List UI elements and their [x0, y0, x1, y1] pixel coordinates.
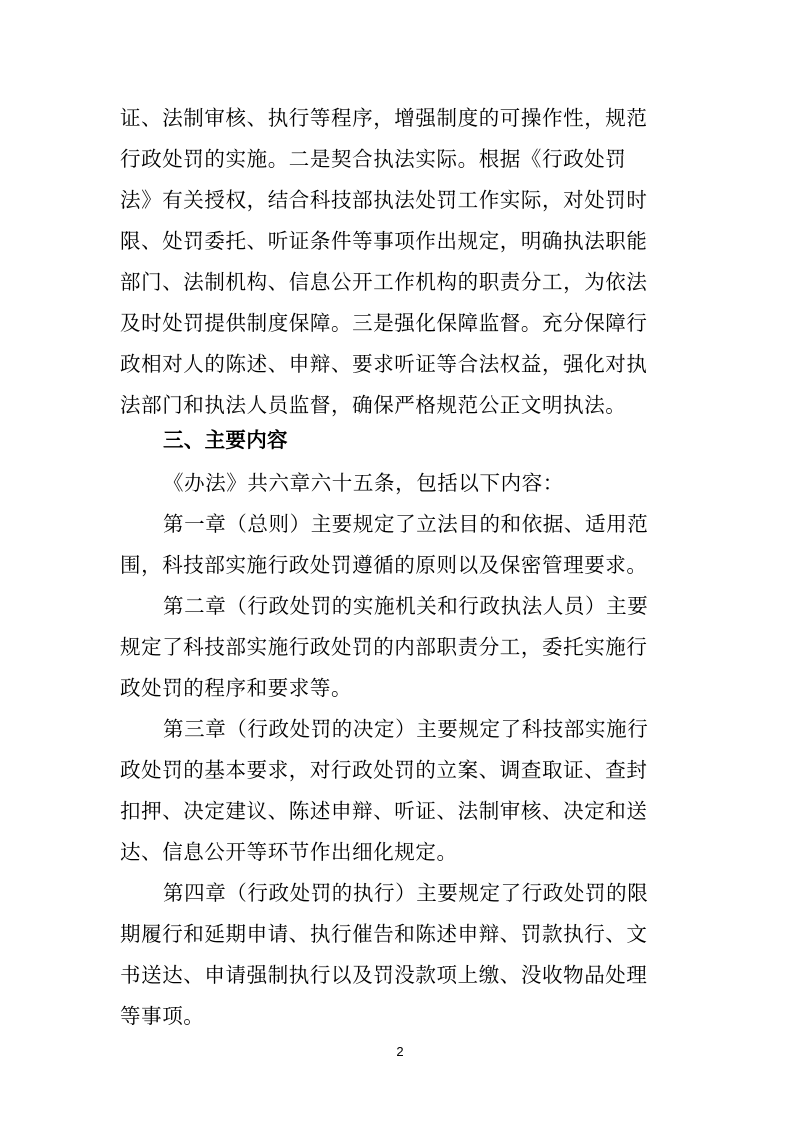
text-line: 行政处罚的实施。二是契合执法实际。根据《行政处罚 [120, 147, 627, 171]
text-line: 规定了科技部实施行政处罚的内部职责分工，委托实施行 [120, 635, 648, 659]
text-line: 期履行和延期申请、执行催告和陈述申辩、罚款执行、文 [120, 922, 648, 946]
paragraph-first-line: 《办法》共六章六十五条，包括以下内容： [163, 471, 564, 495]
text-line: 围，科技部实施行政处罚遵循的原则以及保密管理要求。 [120, 553, 648, 577]
page-number: 2 [396, 1044, 404, 1059]
paragraph-first-line: 第四章（行政处罚的执行）主要规定了行政处罚的限 [163, 881, 649, 905]
text-line: 部门、法制机构、信息公开工作机构的职责分工，为依法 [120, 270, 648, 294]
text-line: 法部门和执法人员监督，确保严格规范公正文明执法。 [120, 393, 627, 417]
paragraph-first-line: 第二章（行政处罚的实施机关和行政执法人员）主要 [163, 594, 649, 618]
text-line: 政处罚的程序和要求等。 [120, 676, 353, 700]
text-line: 扣押、决定建议、陈述申辩、听证、法制审核、决定和送 [120, 799, 648, 823]
text-line: 法》有关授权，结合科技部执法处罚工作实际，对处罚时 [120, 188, 648, 212]
paragraph-first-line: 第三章（行政处罚的决定）主要规定了科技部实施行 [163, 717, 649, 741]
paragraph-first-line: 第一章（总则）主要规定了立法目的和依据、适用范 [163, 512, 649, 536]
text-line: 证、法制审核、执行等程序，增强制度的可操作性，规范 [120, 106, 648, 130]
section-heading: 三、主要内容 [163, 428, 288, 452]
text-line: 限、处罚委托、听证条件等事项作出规定，明确执法职能 [120, 229, 648, 253]
text-line: 书送达、申请强制执行以及罚没款项上缴、没收物品处理 [120, 963, 648, 987]
text-line: 政相对人的陈述、申辩、要求听证等合法权益，强化对执 [120, 352, 648, 376]
text-line: 等事项。 [120, 1004, 205, 1028]
text-line: 及时处罚提供制度保障。三是强化保障监督。充分保障行 [120, 311, 648, 335]
text-line: 政处罚的基本要求，对行政处罚的立案、调查取证、查封 [120, 758, 648, 782]
text-line: 达、信息公开等环节作出细化规定。 [120, 840, 458, 864]
